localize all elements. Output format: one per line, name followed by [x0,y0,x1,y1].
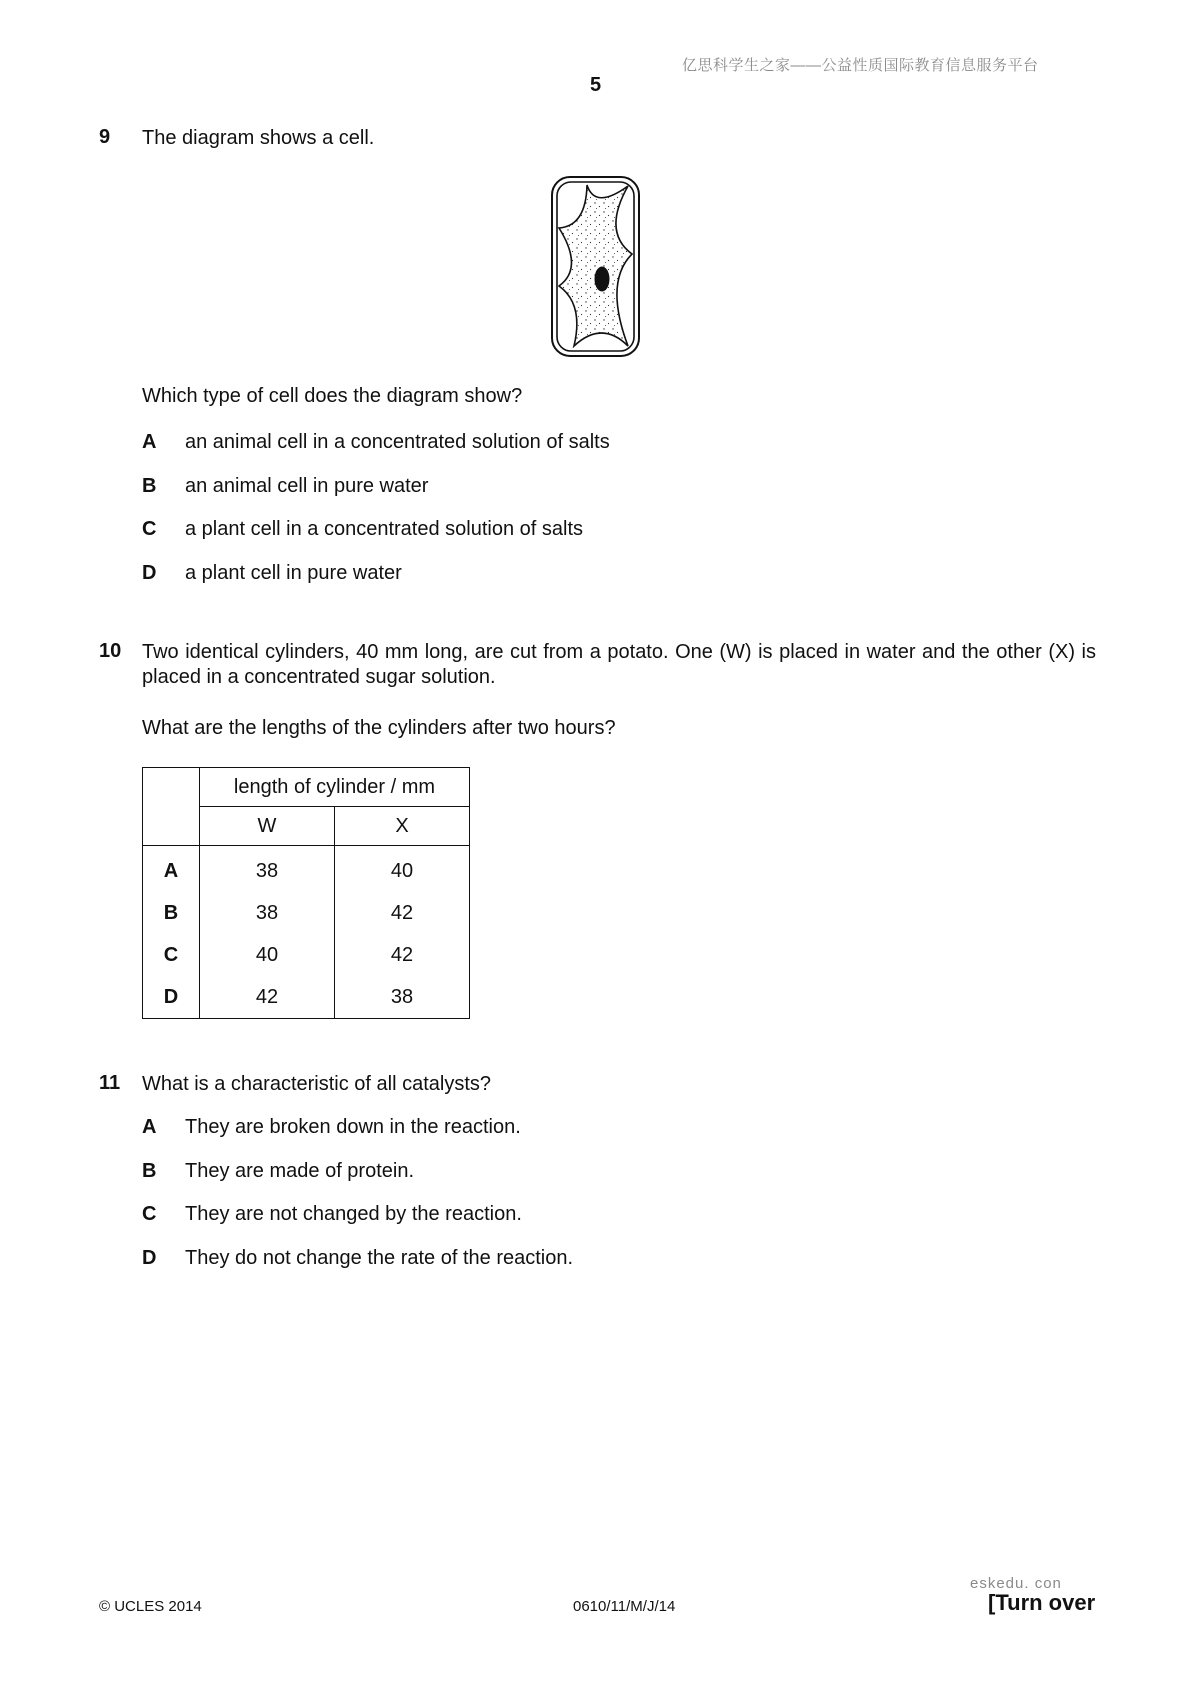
turn-over: [Turn over [988,1590,1096,1615]
option-text: an animal cell in pure water [185,475,429,497]
option-text: They are made of protein. [185,1160,415,1182]
question-text: What is a characteristic of all catalysts? [142,1073,492,1095]
option-letter: A [142,1116,157,1138]
table-row [143,934,470,976]
option-text: They do not change the rate of the reaction. [185,1247,574,1269]
row-letter: A [143,846,200,893]
option-text: a plant cell in pure water [185,562,402,584]
cell-w: 42 [200,976,335,1019]
paper-code: 0610/11/M/J/14 [573,1598,676,1615]
row-letter: C [143,934,200,976]
cell-w: 40 [200,934,335,976]
option-letter: D [142,562,157,584]
nucleus [595,267,610,292]
cytoplasm [559,185,632,346]
results-table [142,767,470,1019]
cell-w: 38 [200,846,335,893]
cell-x: 38 [335,976,470,1019]
question-prompt: Which type of cell does the diagram show? [142,385,523,407]
option-letter: C [142,518,157,540]
table-row [143,846,470,893]
cell-x: 42 [335,892,470,934]
question-text: Two identical cylinders, 40 mm long, are cut from a potato. One (W) is placed in water and the other (X) is placed in a concentrated sugar solution. [142,641,1096,688]
footer-watermark: eskedu. con [970,1575,1062,1592]
row-letter: D [143,976,200,1019]
cell-x: 42 [335,934,470,976]
header-watermark: 亿思科学生之家——公益性质国际教育信息服务平台 [682,57,1039,74]
column-header-w: W [200,807,335,846]
option-text: They are broken down in the reaction. [185,1116,521,1138]
row-letter: B [143,892,200,934]
question-prompt: What are the lengths of the cylinders after two hours? [142,717,616,739]
option-text: They are not changed by the reaction. [185,1203,522,1225]
copyright: © UCLES 2014 [99,1598,202,1615]
option-letter: B [142,475,157,497]
cell-w: 38 [200,892,335,934]
page-number: 5 [590,74,602,96]
column-header-x: X [335,807,470,846]
table-corner-cell [143,768,200,846]
option-letter: D [142,1247,157,1269]
option-letter: B [142,1160,157,1182]
cell-x: 40 [335,846,470,893]
option-text: an animal cell in a concentrated solution of salts [185,431,610,453]
table-header: length of cylinder / mm [200,768,470,807]
question-number: 9 [99,126,111,148]
option-letter: C [142,1203,157,1225]
option-letter: A [142,431,157,453]
table-row [143,976,470,1019]
cell-diagram [548,174,644,360]
option-text: a plant cell in a concentrated solution of salts [185,518,584,540]
table-row [143,892,470,934]
question-number: 10 [99,640,122,662]
question-text: The diagram shows a cell. [142,127,375,149]
question-number: 11 [99,1072,121,1094]
